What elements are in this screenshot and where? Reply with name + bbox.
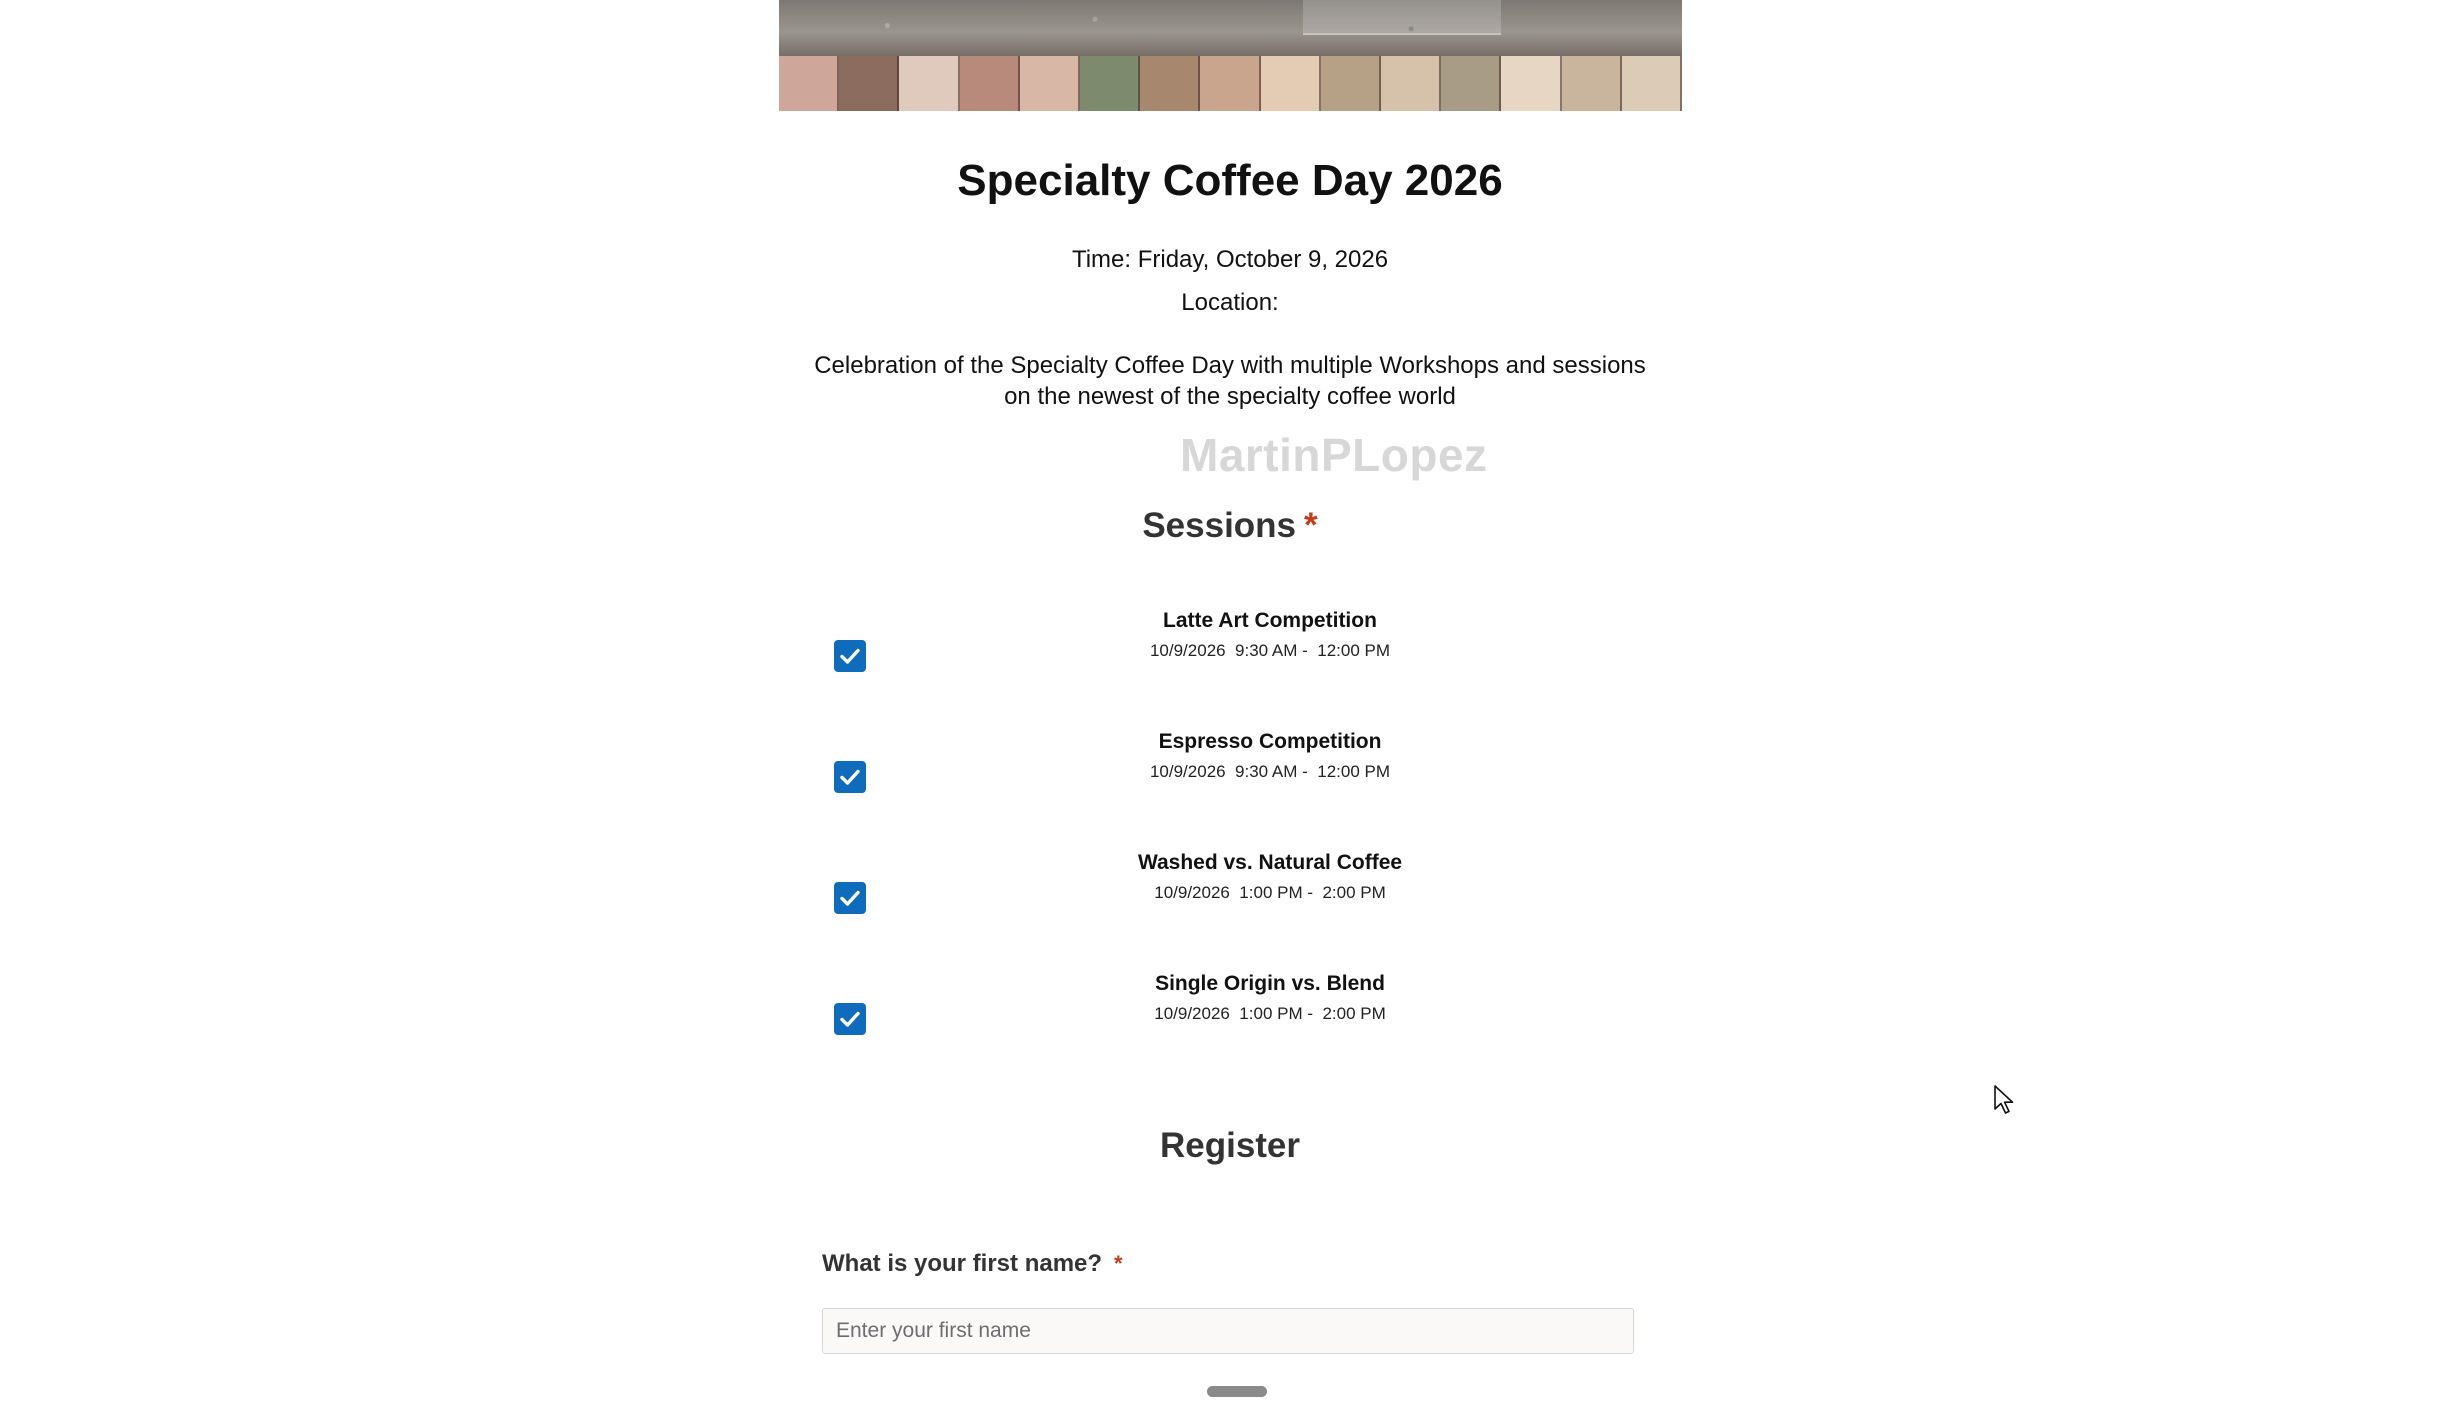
event-description: Celebration of the Specialty Coffee Day with multiple Workshops and sessions on the newest of the specialty coffee world: [814, 352, 1646, 410]
session-info: [1020, 727, 1660, 787]
first-name-label: What is your first name?: [822, 1250, 1103, 1277]
scroll-handle[interactable]: [1207, 1386, 1267, 1397]
banner-tiles: [779, 56, 1682, 112]
checkmark-icon: [838, 644, 862, 668]
session-option[interactable]: [820, 606, 1660, 696]
session-option[interactable]: [820, 727, 1660, 817]
session-name: Single Origin vs. Blend: [1155, 972, 1385, 995]
watermark: MartinPLopez: [1180, 429, 1488, 481]
session-info: [1020, 606, 1660, 666]
session-time: 10/9/2026 1:00 PM - 2:00 PM: [1154, 883, 1386, 902]
session-info: [1020, 969, 1660, 1029]
session-option[interactable]: [820, 848, 1660, 938]
session-checkbox[interactable]: [834, 882, 866, 914]
session-name: Espresso Competition: [1158, 730, 1382, 753]
session-checkbox[interactable]: [834, 761, 866, 793]
session-info: [1020, 848, 1660, 908]
banner-glass: [1303, 0, 1502, 35]
sessions-heading: [0, 506, 2460, 546]
sessions-heading-label: Sessions: [1142, 506, 1297, 545]
session-checkbox[interactable]: [834, 1003, 866, 1035]
required-marker: *: [1114, 1251, 1123, 1276]
session-name: Latte Art Competition: [1163, 609, 1377, 632]
event-location: Location:: [1181, 289, 1279, 316]
first-name-question: [822, 1250, 1123, 1278]
session-name: Washed vs. Natural Coffee: [1137, 851, 1403, 874]
register-heading: Register: [1159, 1126, 1301, 1165]
checkmark-icon: [838, 1007, 862, 1031]
session-option[interactable]: [820, 969, 1660, 1059]
session-time: 10/9/2026 9:30 AM - 12:00 PM: [1149, 762, 1391, 781]
session-time: 10/9/2026 9:30 AM - 12:00 PM: [1149, 641, 1391, 660]
mouse-pointer-icon: [1993, 1084, 2015, 1116]
first-name-input[interactable]: [822, 1308, 1634, 1354]
checkmark-icon: [838, 765, 862, 789]
session-time: 10/9/2026 1:00 PM - 2:00 PM: [1154, 1004, 1386, 1023]
event-banner-image: [779, 0, 1682, 111]
required-marker: *: [1304, 506, 1318, 545]
event-title: Specialty Coffee Day 2026: [957, 156, 1503, 205]
session-checkbox[interactable]: [834, 640, 866, 672]
checkmark-icon: [838, 886, 862, 910]
event-time: Time: Friday, October 9, 2026: [1071, 246, 1389, 273]
